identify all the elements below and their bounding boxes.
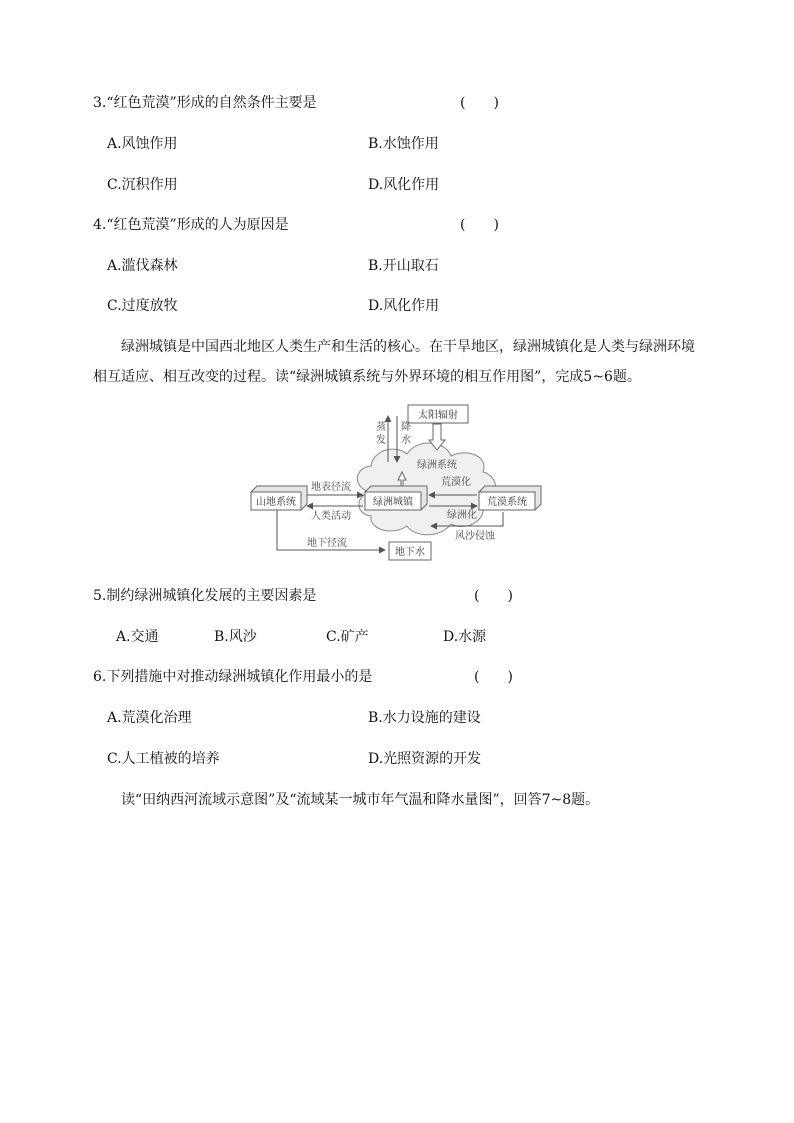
wind-erosion-label: 风沙侵蚀 bbox=[455, 531, 495, 542]
q5-option-d[interactable]: D.水源 bbox=[443, 629, 487, 645]
q3-option-b[interactable]: B.水蚀作用 bbox=[368, 136, 439, 152]
q4-stem: 4.“红色荒漠”形成的人为原因是 bbox=[93, 217, 289, 233]
q3-stem: 3.“红色荒漠”形成的自然条件主要是 bbox=[93, 95, 317, 111]
q6-option-d[interactable]: D.光照资源的开发 bbox=[368, 751, 482, 767]
oasisification-label: 绿洲化 bbox=[447, 510, 477, 521]
q6-option-a[interactable]: A.荒漠化治理 bbox=[107, 710, 192, 726]
evaporation-label-1: 蒸 bbox=[376, 422, 386, 433]
oasis-town-label: 绿洲城镇 bbox=[373, 497, 413, 508]
solar-radiation-label: 太阳辐射 bbox=[418, 410, 458, 421]
intro-paragraph-5-6: 绿洲城镇是中国西北地区人类生产和生活的核心。在干旱地区，绿洲城镇化是人类与绿洲环境相互适应、相互改变的过程。读“绿洲城镇系统与外界环境的相互作用图”，完成5~6题。 bbox=[93, 339, 695, 385]
q5-stem: 5.制约绿洲城镇化发展的主要因素是 bbox=[93, 588, 317, 604]
q5-option-c[interactable]: C.矿产 bbox=[326, 629, 369, 645]
q5-option-a[interactable]: A.交通 bbox=[116, 629, 159, 645]
precipitation-label-1: 降 bbox=[401, 422, 411, 433]
underground-runoff-label: 地下径流 bbox=[307, 538, 347, 549]
q6-answer-bracket[interactable]: ( ) bbox=[474, 669, 513, 685]
q3-answer-bracket[interactable]: ( ) bbox=[460, 95, 499, 111]
desert-system-label: 荒漠系统 bbox=[487, 497, 527, 508]
q4-option-d[interactable]: D.风化作用 bbox=[368, 298, 440, 314]
q3-option-a[interactable]: A.风蚀作用 bbox=[107, 136, 178, 152]
q4-option-c[interactable]: C.过度放牧 bbox=[107, 298, 178, 314]
q6-stem: 6.下列措施中对推动绿洲城镇化作用最小的是 bbox=[93, 669, 373, 685]
q4-option-a[interactable]: A.滥伐森林 bbox=[107, 258, 178, 274]
q5-answer-bracket[interactable]: ( ) bbox=[474, 588, 513, 604]
surface-runoff-label: 地表径流 bbox=[311, 482, 351, 493]
intro-paragraph-7-8: 读“田纳西河流域示意图”及“流域某一城市年气温和降水量图”，回答7~8题。 bbox=[121, 792, 600, 808]
q4-answer-bracket[interactable]: ( ) bbox=[460, 217, 499, 233]
q3-option-c[interactable]: C.沉积作用 bbox=[107, 177, 178, 193]
evaporation-label-2: 发 bbox=[376, 435, 386, 446]
oasis-interaction-diagram bbox=[245, 400, 550, 570]
mountain-system-label: 山地系统 bbox=[256, 497, 296, 508]
q6-option-c[interactable]: C.人工植被的培养 bbox=[107, 751, 220, 767]
human-activity-label: 人类活动 bbox=[311, 511, 351, 522]
precipitation-label-2: 水 bbox=[401, 435, 411, 446]
q6-option-b[interactable]: B.水力设施的建设 bbox=[368, 710, 481, 726]
q5-option-b[interactable]: B.风沙 bbox=[214, 629, 257, 645]
desertification-label: 荒漠化 bbox=[441, 477, 471, 488]
oasis-system-label: 绿洲系统 bbox=[417, 460, 457, 471]
q3-option-d[interactable]: D.风化作用 bbox=[368, 177, 440, 193]
groundwater-label: 地下水 bbox=[395, 547, 425, 558]
q4-option-b[interactable]: B.开山取石 bbox=[368, 258, 439, 274]
